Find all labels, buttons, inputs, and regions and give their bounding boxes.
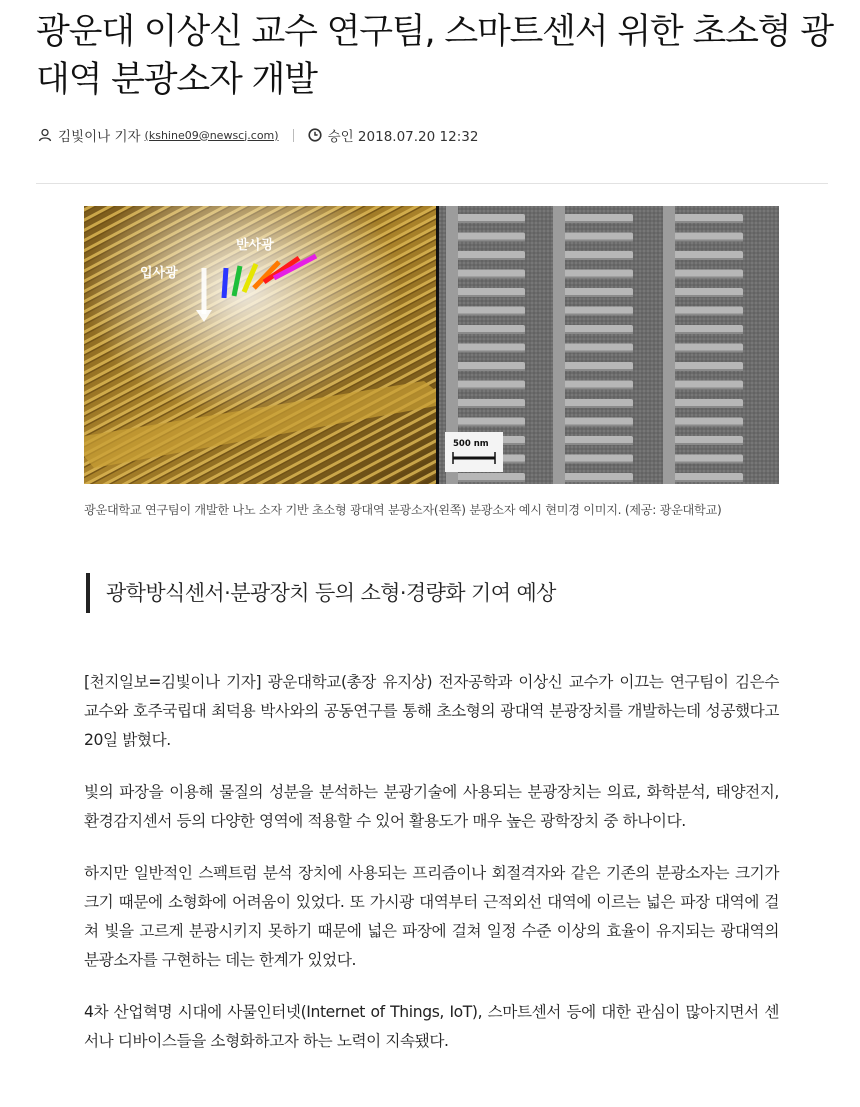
- article-title: 광운대 이상신 교수 연구팀, 스마트센서 위한 초소형 광대역 분광소자 개발: [36, 12, 833, 100]
- user-icon: [38, 128, 52, 142]
- body-paragraph: 빛의 파장을 이용해 물질의 성분을 분석하는 분광기술에 사용되는 분광장치는 의료, 화학분석, 태양전지, 환경감지센서 등의 다양한 영역에 적용할 수 있어 활용도가 매우 높은 광학장치 중 하나이다.: [84, 783, 779, 830]
- article-body: [84, 668, 779, 1079]
- byline: [38, 124, 478, 146]
- article-figure: [84, 206, 779, 484]
- incident-light-label: 입사광: [140, 266, 178, 281]
- body-paragraph: 4차 산업혁명 시대에 사물인터넷(Internet of Things, IoT), 스마트센서 등에 대한 관심이 많아지면서 센서나 디바이스들을 소형화하고자 하는 노력이 지속됐다.: [84, 1003, 779, 1050]
- scale-bar-label: 500 nm: [453, 439, 489, 449]
- body-paragraph: 하지만 일반적인 스펙트럼 분석 장치에 사용되는 프리즘이나 회절격자와 같은 기존의 분광소자는 크기가 크기 때문에 소형화에 어려움이 있었다. 또 가시광 대역부터 근적외선 대역에 이르는 넓은 파장 대역에 걸쳐 빛을 고르게 분광시키지 못하기 때문에 넓은 파장에 걸쳐 일정 수준 이상의 효율이 유지되는 광대역의 분광소자를 구현하는 데는 한계가 있었다.: [84, 864, 779, 969]
- header-divider: [36, 183, 828, 184]
- microscope-image: [439, 206, 779, 484]
- author-email[interactable]: (kshine09@newscj.com): [144, 128, 279, 142]
- body-paragraph: [천지일보=김빛이나 기자] 광운대학교(총장 유지상) 전자공학과 이상신 교수가 이끄는 연구팀이 김은수 교수와 호주국립대 최덕용 박사와의 공동연구를 통해 초소형의 광대역 분광장치를 개발하는데 성공했다고 20일 밝혔다.: [84, 673, 779, 749]
- byline-divider: [293, 129, 294, 142]
- spectrometer-illustration: [84, 206, 436, 484]
- reflected-light-label: 반사광: [236, 238, 274, 253]
- article-subheading: 광학방식센서·분광장치 등의 소형·경량화 기여 예상: [86, 573, 556, 613]
- clock-icon: [308, 128, 322, 142]
- approved-time: 승인 2018.07.20 12:32: [327, 129, 479, 145]
- author-name: 김빛이나 기자: [58, 129, 141, 145]
- figure-caption: 광운대학교 연구팀이 개발한 나노 소자 기반 초소형 광대역 분광소자(왼쪽) 분광소자 예시 현미경 이미지. (제공: 광운대학교): [84, 503, 722, 517]
